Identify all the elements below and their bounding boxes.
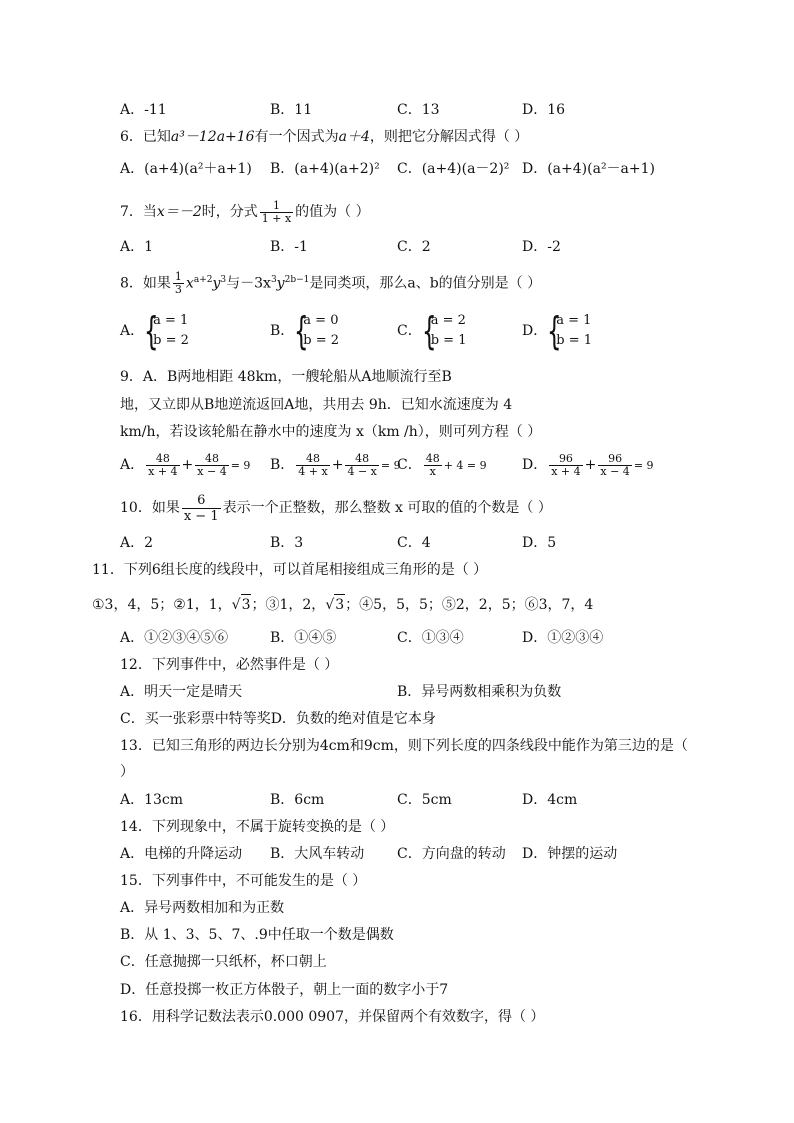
q7-option-b: B．-1 [270,239,308,255]
q7-option-c: C．2 [397,239,431,255]
q6-option-d: D．(a+4)(a²－a+1) [522,161,655,177]
q15-option-d: D．任意投掷一枚正方体骰子，朝上一面的数字小于7 [120,982,449,998]
question-16: 16．用科学记数法表示0.000 0907，并保留两个有效数字，得（ ） [120,1009,545,1025]
question-10: 10．如果 $\frac{6}{x - 1}$ 表示一个正整数，那么整数 x 可取的值的个数是（ ） [120,492,552,524]
question-13: 13．已知三角形的两边长分别为4cm和9cm，则下列长度的四条线段中能作为第三边的是（ [120,738,688,754]
q10-option-d: D．5 [522,535,557,551]
q6-option-a: A．(a+4)(a²＋a+1) [120,161,252,177]
q11-option-a: A．①②③④⑤⑥ [120,630,229,646]
q8-option-a: A． { a = 1 b = 2 [120,309,189,353]
q5-option-a: A．-11 [120,102,167,118]
q6-option-c: C．(a+4)(a－2)² [397,161,510,177]
q10-option-c: C．4 [397,535,431,551]
question-9-line-1: 9．A．B两地相距 48km，一艘轮船从A地顺流行至B [120,369,452,385]
question-14: 14．下列现象中，不属于旋转变换的是（ ） [120,819,395,835]
q15-option-c: C．任意抛掷一只纸杯，杯口朝上 [120,954,327,970]
q9-option-a: A． $\frac{48}{x + 4}$ + $\frac{48}{x - 4}$ = 9 [120,451,251,478]
q8-option-b: B． { a = 0 b = 2 [270,309,340,353]
q8-fraction: $\frac{1}{3}$ [174,270,182,297]
question-9-line-2: 地，又立即从B地逆流返回A地，共用去 9h．已知水流速度为 4 [120,397,513,413]
q10-option-a: A．2 [120,535,154,551]
q5-option-d: D．16 [522,102,566,118]
question-13-line-2: ） [120,764,134,780]
q9-option-d: D． $\frac{96}{x + 4}$ + $\frac{96}{x - 4}$ = 9 [522,451,654,478]
q8-option-d: D． { a = 1 b = 1 [522,309,592,353]
q13-option-c: C．5cm [397,792,452,808]
q14-option-c: C．方向盘的转动 [397,846,506,862]
question-15: 15．下列事件中，不可能发生的是（ ） [120,873,367,889]
q12-option-cd: C．买一张彩票中特等奖D．负数的绝对值是它本身 [120,711,436,727]
q11-option-c: C．①③④ [397,630,464,646]
q11-option-d: D．①②③④ [522,630,604,646]
question-12: 12．下列事件中，必然事件是（ ） [120,657,339,673]
question-11: 11．下列6组长度的线段中，可以首尾相接组成三角形的是（ ） [92,562,488,578]
q9-option-c: C． $\frac{48}{x}$ + 4 = 9 [397,451,487,478]
q11-option-b: B．①④⑤ [270,630,337,646]
q14-option-d: D．钟摆的运动 [522,846,618,862]
q5-option-b: B．11 [270,102,313,118]
q15-option-a: A．异号两数相加和为正数 [120,900,285,916]
question-11-groups: ①3，4，5；②1，1，√3；③1，2，√3；④5，5，5；⑤2，2，5；⑥3，7，4 [92,594,593,615]
q7-option-a: A．1 [120,239,154,255]
q14-option-a: A．电梯的升降运动 [120,846,243,862]
question-9-line-3: km/h，若设该轮船在静水中的速度为 x（km /h），则可列方程（ ） [120,424,542,440]
question-8: 8．如果 $\frac{1}{3}$ $x^{a+2}y^3$与$-3x^3y^{2b-1}$是同类项，那么a、b的值分别是（ ） [120,270,542,297]
question-7: 7．当x＝－2时，分式 $\frac{1}{1 + x}$ 的值为（ ） [120,198,370,225]
q5-option-c: C．13 [397,102,440,118]
q9-option-b: B． $\frac{48}{4 + x}$ + $\frac{48}{4 - x}$ = 9 [270,451,401,478]
q12-option-b: B．异号两数相乘积为负数 [397,684,562,700]
question-6: 6．已知a³－12a+16有一个因式为a＋4，则把它分解因式得（ ） [120,129,529,145]
q10-fraction: $\frac{6}{x - 1}$ [183,492,219,524]
q13-option-d: D．4cm [522,792,578,808]
q14-option-b: B．大风车转动 [270,846,365,862]
q10-option-b: B．3 [270,535,304,551]
q13-option-b: B．6cm [270,792,325,808]
q7-option-d: D．-2 [522,239,561,255]
q13-option-a: A．13cm [120,792,184,808]
q6-option-b: B．(a+4)(a+2)² [270,161,380,177]
q7-fraction: $\frac{1}{1 + x}$ [261,198,292,225]
q15-option-b: B．从 1、3、5、7、.9中任取一个数是偶数 [120,927,394,943]
q8-option-c: C． { a = 2 b = 1 [397,309,467,353]
q12-option-a: A．明天一定是晴天 [120,684,243,700]
